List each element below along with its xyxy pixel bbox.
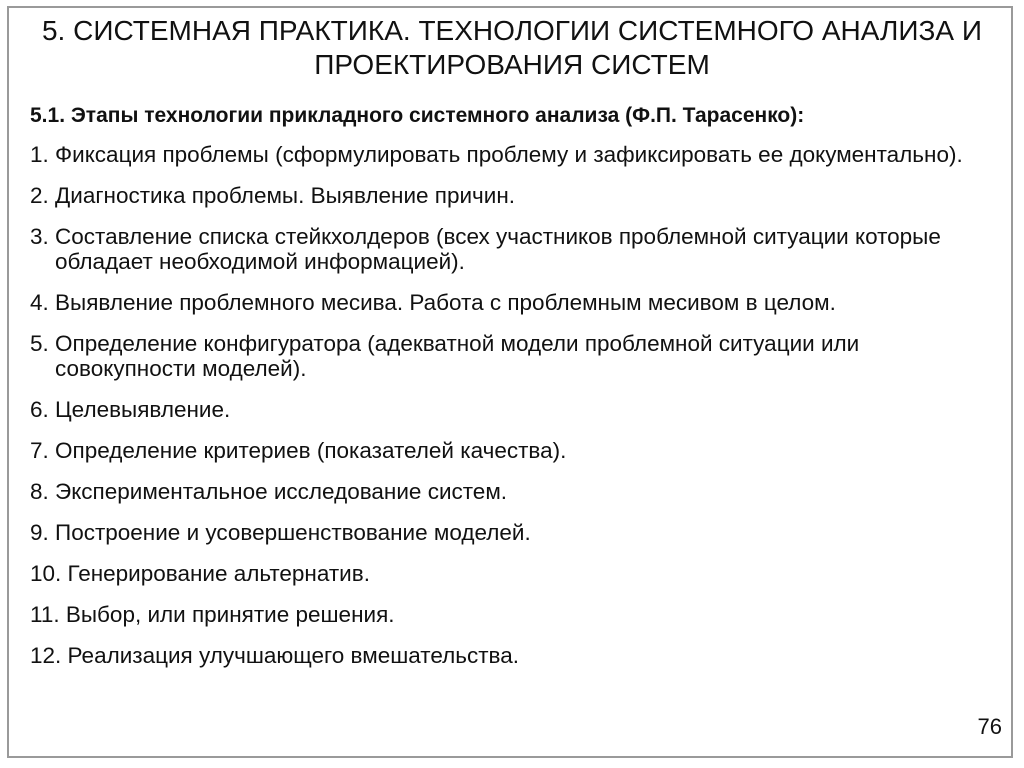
page-number: 76 xyxy=(977,714,1002,739)
item-text: Генерирование альтернатив. xyxy=(67,561,370,586)
item-number: 12. xyxy=(30,643,68,668)
list-item xyxy=(30,602,990,627)
list-item xyxy=(30,142,990,167)
item-text: Выявление проблемного месива. Работа с проблемным месивом в целом. xyxy=(55,290,836,315)
list-item xyxy=(30,520,990,545)
item-number: 4. xyxy=(30,290,56,315)
list-item xyxy=(30,331,990,381)
list-item xyxy=(30,479,990,504)
item-text: Выбор, или принятие решения. xyxy=(65,602,395,627)
item-number: 6. xyxy=(30,397,56,422)
item-text: Экспериментальное исследование систем. xyxy=(55,479,508,504)
item-number: 5. xyxy=(30,331,56,356)
item-text: Фиксация проблемы (сформулировать проблему и зафиксировать ее документально). xyxy=(55,142,963,167)
item-number: 1. xyxy=(30,142,56,167)
list-item xyxy=(30,397,990,422)
list-item xyxy=(30,643,990,668)
item-number: 9. xyxy=(30,520,56,545)
item-number: 2. xyxy=(30,183,56,208)
item-number: 8. xyxy=(30,479,56,504)
item-number: 11. xyxy=(30,602,66,627)
item-text: Определение конфигуратора (адекватной модели проблемной ситуации или совокупности моделей). xyxy=(55,331,860,381)
item-number: 7. xyxy=(30,438,56,463)
item-text: Целевыявление. xyxy=(55,397,231,422)
list-item xyxy=(30,290,990,315)
list-item xyxy=(30,224,990,274)
list-item xyxy=(30,183,990,208)
item-number: 3. xyxy=(30,224,56,249)
section-heading: 5.1. Этапы технологии прикладного системного анализа (Ф.П. Тарасенко): xyxy=(30,104,805,127)
slide-title: 5. СИСТЕМНАЯ ПРАКТИКА. ТЕХНОЛОГИИ СИСТЕМНОГО АНАЛИЗА И ПРОЕКТИРОВАНИЯ СИСТЕМ xyxy=(41,15,982,80)
stages-list xyxy=(30,142,990,684)
item-number: 10. xyxy=(30,561,68,586)
item-text: Реализация улучшающего вмешательства. xyxy=(67,643,519,668)
list-item xyxy=(30,561,990,586)
item-text: Составление списка стейкхолдеров (всех участников проблемной ситуации которые обладает необходимой информацией). xyxy=(55,224,941,274)
item-text: Построение и усовершенствование моделей. xyxy=(55,520,531,545)
list-item xyxy=(30,438,990,463)
item-text: Диагностика проблемы. Выявление причин. xyxy=(55,183,516,208)
item-text: Определение критериев (показателей качества). xyxy=(55,438,567,463)
